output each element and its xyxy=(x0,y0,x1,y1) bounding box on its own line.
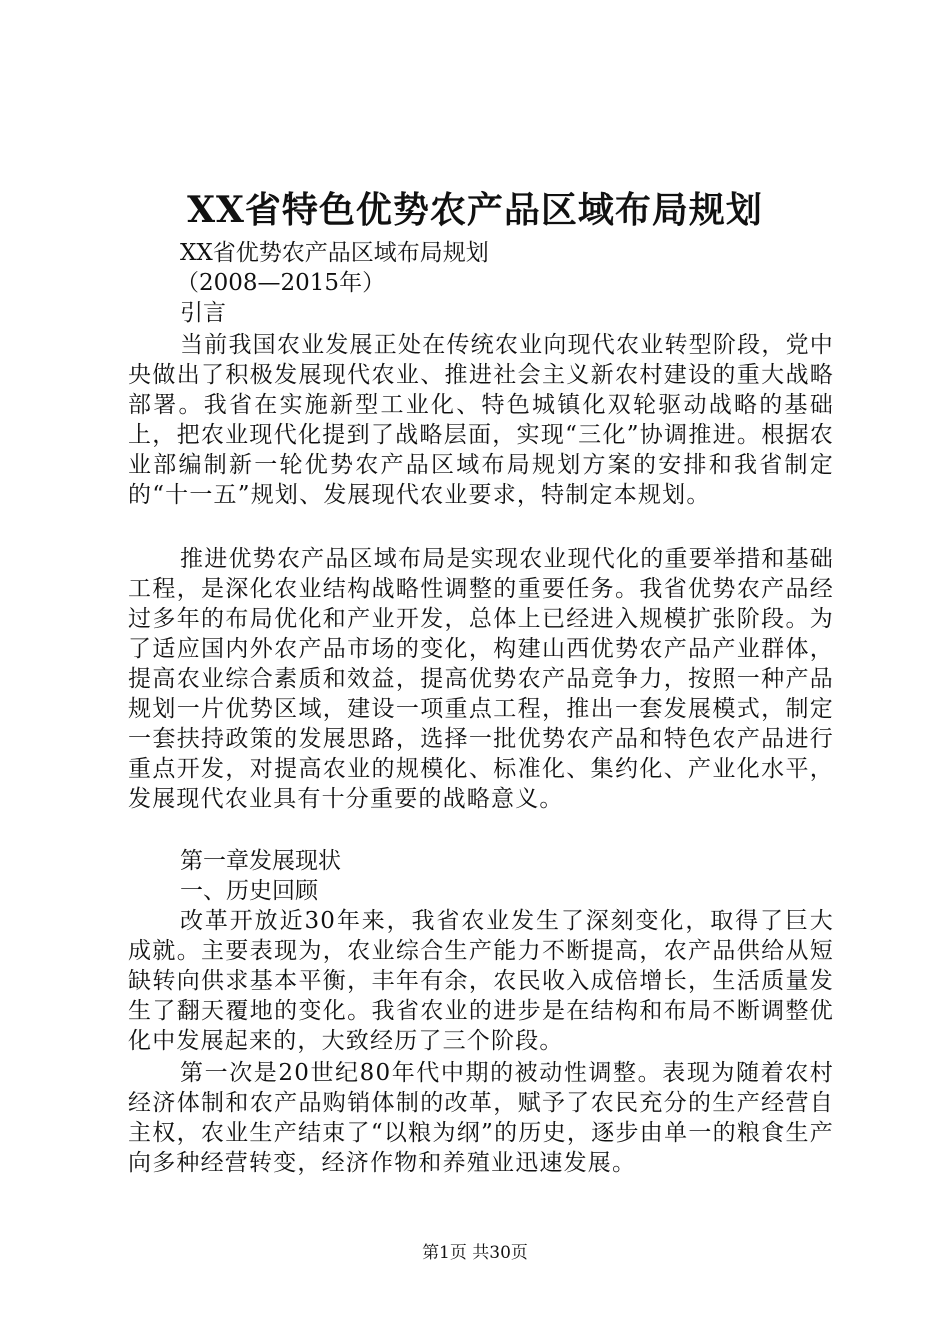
section-heading: 一、历史回顾 xyxy=(180,878,318,904)
document-period: （2008—2015年） xyxy=(176,270,386,296)
paragraph-history-1: 改革开放近30年来，我省农业发生了深刻变化，取得了巨大成就。主要表现为，农业综合生产能力不断提高，农产品供给从短缺转向供求基本平衡，丰年有余，农民收入成倍增长，生活质量发生了翻天覆地的变化。我省农业的进步是在结构和布局不断调整优化中发展起来的，大致经历了三个阶段。 xyxy=(128,908,834,1054)
paragraph-intro-1: 当前我国农业发展正处在传统农业向现代农业转型阶段，党中央做出了积极发展现代农业、推进社会主义新农村建设的重大战略部署。我省在实施新型工业化、特色城镇化双轮驱动战略的基础上，把农业现代化提到了战略层面，实现“三化”协调推进。根据农业部编制新一轮优势农产品区域布局规划方案的安排和我省制定的“十一五”规划、发展现代农业要求，特制定本规划。 xyxy=(128,332,834,508)
paragraph-history-2: 第一次是20世纪80年代中期的被动性调整。表现为随着农村经济体制和农产品购销体制的改革，赋予了农民充分的生产经营自主权，农业生产结束了“以粮为纲”的历史，逐步由单一的粮食生产向多种经营转变，经济作物和养殖业迅速发展。 xyxy=(128,1060,834,1176)
paragraph-intro-2: 推进优势农产品区域布局是实现农业现代化的重要举措和基础工程，是深化农业结构战略性调整的重要任务。我省优势农产品经过多年的布局优化和产业开发，总体上已经进入规模扩张阶段。为了适应国内外农产品市场的变化，构建山西优势农产品产业群体，提高农业综合素质和效益，提高优势农产品竞争力，按照一种产品规划一片优势区域，建设一项重点工程，推出一套发展模式，制定一套扶持政策的发展思路，选择一批优势农产品和特色农产品进行重点开发，对提高农业的规模化、标准化、集约化、产业化水平，发展现代农业具有十分重要的战略意义。 xyxy=(128,546,834,812)
document-subtitle: XX省优势农产品区域布局规划 xyxy=(180,240,489,266)
intro-heading: 引言 xyxy=(180,300,226,326)
chapter-heading: 第一章发展现状 xyxy=(180,848,341,874)
page-number: 第1页 共30页 xyxy=(422,1243,528,1263)
document-title: XX省特色优势农产品区域布局规划 xyxy=(187,189,763,231)
